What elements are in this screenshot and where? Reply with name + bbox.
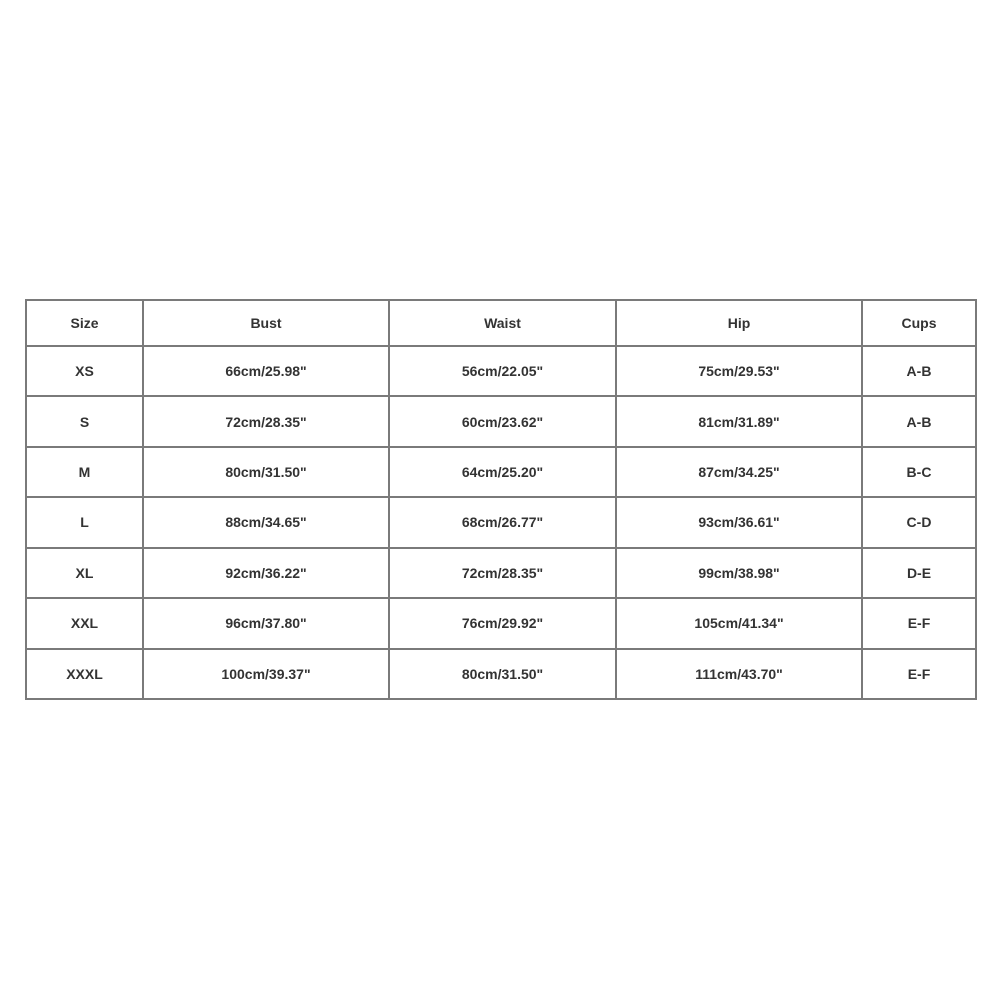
cell-cups: B-C (862, 447, 976, 497)
header-size: Size (26, 300, 143, 346)
cell-hip: 99cm/38.98" (616, 548, 862, 598)
table-row (26, 396, 976, 446)
cell-hip: 81cm/31.89" (616, 396, 862, 446)
header-hip: Hip (616, 300, 862, 346)
cell-cups: A-B (862, 346, 976, 396)
cell-bust: 72cm/28.35" (143, 396, 389, 446)
table-row (26, 447, 976, 497)
cell-size: L (26, 497, 143, 547)
cell-bust: 66cm/25.98" (143, 346, 389, 396)
cell-bust: 100cm/39.37" (143, 649, 389, 699)
cell-waist: 56cm/22.05" (389, 346, 616, 396)
table-row (26, 346, 976, 396)
cell-size: XXXL (26, 649, 143, 699)
table-row (26, 497, 976, 547)
cell-cups: C-D (862, 497, 976, 547)
cell-cups: A-B (862, 396, 976, 446)
cell-bust: 92cm/36.22" (143, 548, 389, 598)
header-waist: Waist (389, 300, 616, 346)
cell-hip: 111cm/43.70" (616, 649, 862, 699)
cell-waist: 60cm/23.62" (389, 396, 616, 446)
cell-size: S (26, 396, 143, 446)
cell-size: XXL (26, 598, 143, 648)
header-cups: Cups (862, 300, 976, 346)
cell-bust: 80cm/31.50" (143, 447, 389, 497)
cell-waist: 64cm/25.20" (389, 447, 616, 497)
cell-cups: E-F (862, 598, 976, 648)
header-row (26, 300, 976, 346)
table-row (26, 598, 976, 648)
cell-hip: 75cm/29.53" (616, 346, 862, 396)
cell-hip: 105cm/41.34" (616, 598, 862, 648)
cell-waist: 76cm/29.92" (389, 598, 616, 648)
cell-hip: 93cm/36.61" (616, 497, 862, 547)
cell-bust: 88cm/34.65" (143, 497, 389, 547)
cell-bust: 96cm/37.80" (143, 598, 389, 648)
header-bust: Bust (143, 300, 389, 346)
cell-size: XS (26, 346, 143, 396)
cell-waist: 68cm/26.77" (389, 497, 616, 547)
cell-waist: 80cm/31.50" (389, 649, 616, 699)
table-row (26, 548, 976, 598)
cell-cups: D-E (862, 548, 976, 598)
table-row (26, 649, 976, 699)
size-chart-table (25, 299, 977, 700)
cell-cups: E-F (862, 649, 976, 699)
cell-waist: 72cm/28.35" (389, 548, 616, 598)
cell-size: XL (26, 548, 143, 598)
cell-hip: 87cm/34.25" (616, 447, 862, 497)
cell-size: M (26, 447, 143, 497)
